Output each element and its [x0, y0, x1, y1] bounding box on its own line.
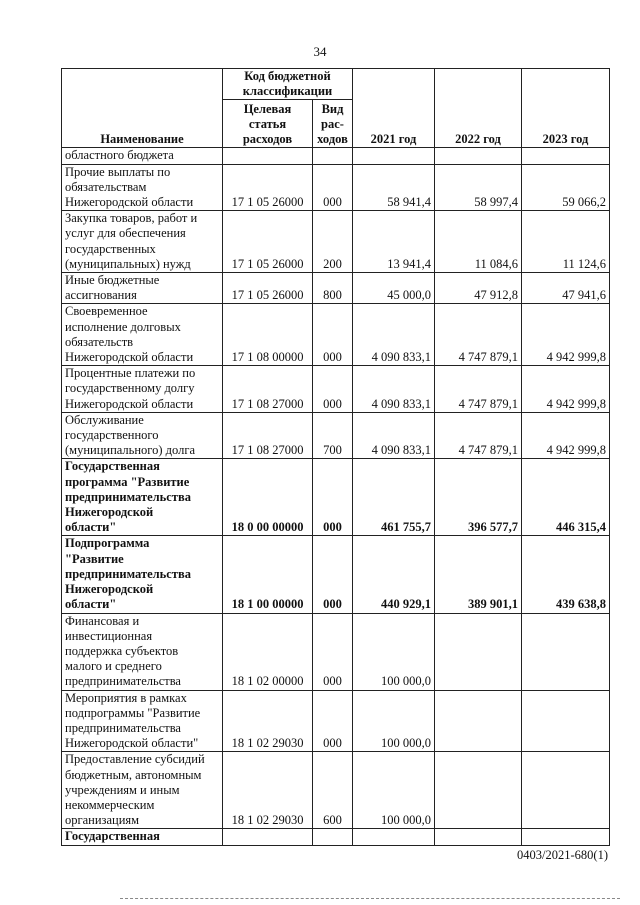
- row-target-code: 17 1 08 27000: [223, 412, 313, 459]
- row-value-2023: [522, 829, 610, 845]
- row-target-code: 17 1 05 26000: [223, 164, 313, 211]
- row-name: Государственная программа "Развитие предпринимательства Нижегородской области": [62, 459, 223, 536]
- header-name: Наименование: [62, 69, 223, 148]
- row-value-2023: [522, 613, 610, 690]
- row-value-2021: 461 755,7: [353, 459, 435, 536]
- row-target-code: 18 1 02 29030: [223, 752, 313, 829]
- row-name: Мероприятия в рамках подпрограммы "Развитие предпринимательства Нижегородской области": [62, 690, 223, 752]
- row-value-2021: [353, 148, 435, 164]
- header-target: Целевая статья расходов: [223, 100, 313, 148]
- row-expense-kind: 000: [313, 536, 353, 613]
- row-value-2021: 440 929,1: [353, 536, 435, 613]
- row-target-code: [223, 829, 313, 845]
- header-code-group: Код бюджетной классификации: [223, 69, 353, 100]
- row-target-code: 17 1 05 26000: [223, 211, 313, 273]
- row-value-2023: 47 941,6: [522, 273, 610, 304]
- row-value-2023: [522, 752, 610, 829]
- row-target-code: [223, 148, 313, 164]
- table-row: [62, 148, 610, 164]
- table-row: [62, 613, 610, 690]
- row-value-2021: 100 000,0: [353, 613, 435, 690]
- row-value-2023: 4 942 999,8: [522, 366, 610, 413]
- row-name: Обслуживание государственного (муниципального) долга: [62, 412, 223, 459]
- row-value-2021: [353, 829, 435, 845]
- page-number: 34: [313, 44, 327, 59]
- row-value-2022: 4 747 879,1: [435, 304, 522, 366]
- table-row: [62, 273, 610, 304]
- row-value-2023: [522, 148, 610, 164]
- row-target-code: 17 1 05 26000: [223, 273, 313, 304]
- budget-table: [61, 68, 610, 846]
- row-value-2022: 396 577,7: [435, 459, 522, 536]
- row-value-2022: 11 084,6: [435, 211, 522, 273]
- row-expense-kind: [313, 829, 353, 845]
- header-2021: 2021 год: [353, 69, 435, 148]
- row-name: Своевременное исполнение долговых обязательств Нижегородской области: [62, 304, 223, 366]
- row-name: Подпрограмма "Развитие предпринимательства Нижегородской области": [62, 536, 223, 613]
- row-value-2022: [435, 752, 522, 829]
- row-name: Процентные платежи по государственному долгу Нижегородской области: [62, 366, 223, 413]
- row-value-2023: 4 942 999,8: [522, 412, 610, 459]
- row-value-2022: 4 747 879,1: [435, 412, 522, 459]
- table-row: [62, 459, 610, 536]
- budget-body: [62, 148, 610, 845]
- table-row: [62, 690, 610, 752]
- row-target-code: 18 0 00 00000: [223, 459, 313, 536]
- row-target-code: 18 1 02 29030: [223, 690, 313, 752]
- row-value-2022: [435, 148, 522, 164]
- header-2023: 2023 год: [522, 69, 610, 148]
- table-row: [62, 412, 610, 459]
- header-kind: Вид рас-ходов: [313, 100, 353, 148]
- header-2022: 2022 год: [435, 69, 522, 148]
- row-value-2021: 100 000,0: [353, 752, 435, 829]
- table-row: [62, 536, 610, 613]
- row-value-2021: 4 090 833,1: [353, 304, 435, 366]
- row-value-2023: 59 066,2: [522, 164, 610, 211]
- row-expense-kind: 600: [313, 752, 353, 829]
- row-value-2023: 439 638,8: [522, 536, 610, 613]
- row-name: областного бюджета: [62, 148, 223, 164]
- row-target-code: 17 1 08 27000: [223, 366, 313, 413]
- row-expense-kind: 000: [313, 690, 353, 752]
- row-value-2022: [435, 690, 522, 752]
- row-expense-kind: 000: [313, 366, 353, 413]
- row-value-2022: 47 912,8: [435, 273, 522, 304]
- row-value-2022: 389 901,1: [435, 536, 522, 613]
- row-value-2023: 11 124,6: [522, 211, 610, 273]
- row-target-code: 17 1 08 00000: [223, 304, 313, 366]
- row-target-code: 18 1 02 00000: [223, 613, 313, 690]
- row-target-code: 18 1 00 00000: [223, 536, 313, 613]
- scan-edge-line: [120, 898, 620, 900]
- row-expense-kind: 700: [313, 412, 353, 459]
- row-value-2023: 446 315,4: [522, 459, 610, 536]
- row-value-2021: 58 941,4: [353, 164, 435, 211]
- row-value-2021: 45 000,0: [353, 273, 435, 304]
- table-row: [62, 304, 610, 366]
- row-value-2022: 58 997,4: [435, 164, 522, 211]
- row-expense-kind: [313, 148, 353, 164]
- row-expense-kind: 000: [313, 304, 353, 366]
- table-row: [62, 752, 610, 829]
- row-name: Государственная: [62, 829, 223, 845]
- row-value-2021: 4 090 833,1: [353, 366, 435, 413]
- row-expense-kind: 000: [313, 164, 353, 211]
- row-name: Прочие выплаты по обязательствам Нижегородской области: [62, 164, 223, 211]
- row-value-2022: [435, 829, 522, 845]
- row-value-2023: 4 942 999,8: [522, 304, 610, 366]
- row-expense-kind: 000: [313, 613, 353, 690]
- table-row: [62, 366, 610, 413]
- row-value-2021: 4 090 833,1: [353, 412, 435, 459]
- row-name: Иные бюджетные ассигнования: [62, 273, 223, 304]
- row-value-2021: 13 941,4: [353, 211, 435, 273]
- row-name: Закупка товаров, работ и услуг для обеспечения государственных (муниципальных) нужд: [62, 211, 223, 273]
- row-value-2021: 100 000,0: [353, 690, 435, 752]
- row-name: Финансовая и инвестиционная поддержка субъектов малого и среднего предпринимательства: [62, 613, 223, 690]
- row-expense-kind: 200: [313, 211, 353, 273]
- table-row: [62, 829, 610, 845]
- row-name: Предоставление субсидий бюджетным, автономным учреждениям и иным некоммерческим организациям: [62, 752, 223, 829]
- table-row: [62, 211, 610, 273]
- document-code: 0403/2021-680(1): [517, 848, 608, 862]
- row-value-2022: [435, 613, 522, 690]
- table-row: [62, 164, 610, 211]
- row-expense-kind: 000: [313, 459, 353, 536]
- row-value-2022: 4 747 879,1: [435, 366, 522, 413]
- row-value-2023: [522, 690, 610, 752]
- row-expense-kind: 800: [313, 273, 353, 304]
